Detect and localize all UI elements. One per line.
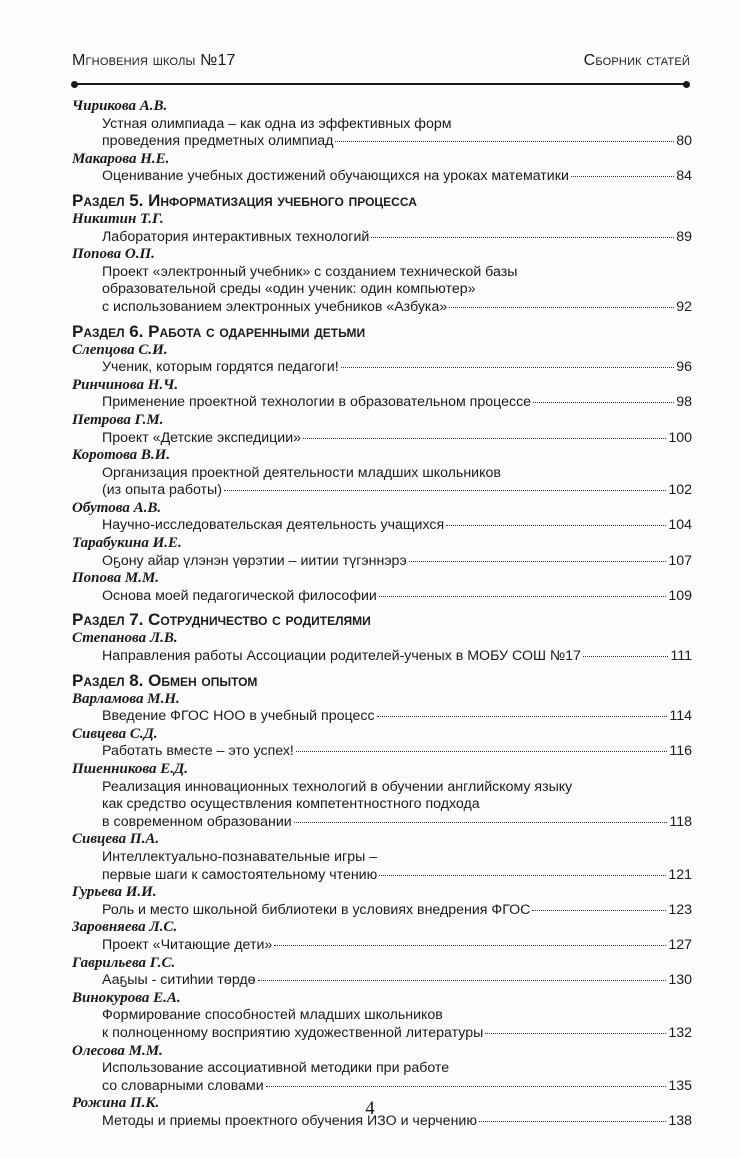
entry-author: Гаврильева Г.С.	[72, 954, 176, 971]
entry-page-number: 107	[668, 552, 692, 569]
dot-leader	[274, 945, 666, 946]
entry-title-line: Применение проектной технологии в образовательном процессе	[102, 394, 532, 411]
entry-title-row	[72, 867, 692, 885]
section-heading: Раздел 7. Сотрудничество с родителями	[72, 610, 371, 630]
entry-title-line: Научно-исследовательская деятельность учащихся	[102, 517, 445, 534]
entry-page-number: 80	[676, 133, 692, 150]
toc-entry[interactable]	[72, 377, 692, 412]
entry-title-line: Устная олимпиада – как одна из эффективных форм	[102, 115, 452, 132]
entry-author: Тарабукина И.Е.	[72, 535, 182, 552]
entry-title-row	[72, 814, 692, 832]
table-of-contents	[72, 98, 692, 1130]
entry-title-row	[72, 553, 692, 571]
entry-author: Гурьева И.И.	[72, 884, 157, 901]
dot-leader	[266, 1086, 667, 1087]
dot-leader	[449, 307, 674, 308]
entry-title-line: Основа моей педагогической философии	[102, 587, 377, 604]
entry-page-number: 121	[668, 866, 692, 883]
entry-author: Попова М.М.	[72, 570, 160, 587]
toc-entry[interactable]	[72, 447, 692, 500]
entry-page-number: 89	[676, 228, 692, 245]
entry-title-row	[72, 229, 692, 247]
entry-page-number: 84	[676, 168, 692, 185]
entry-author: Коротова В.И.	[72, 447, 171, 464]
book-title: Мгновения школы №17	[72, 52, 236, 69]
entry-title-row	[72, 359, 692, 377]
dot-leader	[379, 596, 666, 597]
entry-author: Петрова Г.М.	[72, 411, 164, 428]
toc-entry[interactable]	[72, 884, 692, 919]
entry-title-row	[72, 588, 692, 606]
toc-entry[interactable]	[72, 570, 692, 605]
dot-leader	[371, 237, 674, 238]
toc-entry[interactable]	[72, 919, 692, 954]
entry-page-number: 98	[676, 394, 692, 411]
entry-author: Винокурова Е.А.	[72, 989, 181, 1006]
entry-title-line: Направления работы Ассоциации родителей-ученых в МОБУ СОШ №17	[102, 648, 581, 665]
entry-title-row	[72, 648, 692, 666]
toc-entry[interactable]	[72, 151, 692, 186]
dot-leader	[409, 561, 667, 562]
toc-entry[interactable]	[72, 990, 692, 1043]
page-number: 4	[365, 1098, 375, 1119]
entry-title-line: Проект «Детские экспедиции»	[102, 429, 302, 446]
entry-title-line: Роль и место школьной библиотеки в условиях внедрения ФГОС	[102, 901, 531, 918]
dot-leader	[258, 980, 667, 981]
entry-title-row	[72, 168, 692, 186]
dot-leader	[377, 716, 668, 717]
dot-leader	[296, 751, 667, 752]
entry-author: Рожина П.К.	[72, 1095, 160, 1112]
entry-title-line: с использованием электронных учебников «Азбука»	[102, 298, 448, 315]
toc-entry[interactable]	[72, 342, 692, 377]
entry-title-row	[72, 430, 692, 448]
section-heading: Раздел 5. Информатизация учебного процесса	[72, 190, 417, 210]
entry-title-line: Использование ассоциативной методики при работе	[102, 1060, 450, 1077]
entry-page-number: 96	[676, 359, 692, 376]
entry-title-row	[72, 517, 692, 535]
toc-entry[interactable]	[72, 211, 692, 246]
entry-title-line: Оценивание учебных достижений обучающихся на уроках математики	[102, 168, 569, 185]
toc-entry[interactable]	[72, 246, 692, 316]
entry-author: Макарова Н.Е.	[72, 150, 170, 167]
toc-entry[interactable]	[72, 691, 692, 726]
toc-entry[interactable]	[72, 1043, 692, 1096]
entry-title-row	[72, 133, 692, 151]
entry-title-line: Введение ФГОС НОО в учебный процесс	[102, 708, 375, 725]
entry-title-row	[72, 394, 692, 412]
entry-page-number: 111	[670, 648, 692, 665]
toc-entry[interactable]	[72, 535, 692, 570]
dot-leader	[341, 367, 675, 368]
entry-title-line: Организация проектной деятельности младших школьников	[102, 464, 501, 481]
dot-leader	[335, 141, 674, 142]
entry-author: Обутова А.В.	[72, 499, 162, 516]
toc-entry[interactable]	[72, 500, 692, 535]
dot-leader	[571, 176, 674, 177]
entry-page-number: 102	[668, 482, 692, 499]
entry-author: Степанова Л.В.	[72, 630, 178, 647]
entry-author: Слепцова С.И.	[72, 341, 168, 358]
dot-leader	[303, 438, 666, 439]
entry-author: Никитин Т.Г.	[72, 210, 164, 227]
entry-title-line: Работать вместе – это успех!	[102, 743, 294, 760]
entry-title-line: к полноценному восприятию художественной литературы	[102, 1024, 484, 1041]
entry-title-row	[72, 937, 692, 955]
entry-title-row	[72, 299, 692, 317]
entry-title-line: Лаборатория интерактивных технологий	[102, 228, 370, 245]
dot-leader	[533, 402, 674, 403]
entry-title-line: Проект «Читающие дети»	[102, 936, 273, 953]
collection-label: Сборник статей	[583, 52, 690, 69]
entry-title-line: со словарными словами	[102, 1077, 264, 1094]
dot-leader	[294, 822, 668, 823]
entry-title-row	[72, 708, 692, 726]
header-rule	[74, 83, 687, 85]
entry-title-line: как средство осуществления компетентностного подхода	[102, 796, 480, 813]
entry-title-row	[72, 482, 692, 500]
entry-title-row	[72, 1078, 692, 1096]
toc-entry[interactable]	[72, 761, 692, 831]
entry-page-number: 92	[676, 298, 692, 315]
entry-author: Сивцева С.Д.	[72, 725, 158, 742]
entry-author: Чирикова А.В.	[72, 98, 168, 114]
entry-page-number: 104	[668, 517, 692, 534]
entry-title-line: Реализация инновационных технологий в обучении английскому языку	[102, 778, 573, 795]
entry-author: Варламова М.Н.	[72, 690, 180, 707]
dot-leader	[485, 1033, 666, 1034]
entry-title-line: Интеллектуально-познавательные игры –	[102, 848, 378, 865]
toc-entry[interactable]	[72, 955, 692, 990]
toc-entry[interactable]	[72, 98, 692, 151]
entry-title-row	[72, 743, 692, 761]
entry-page-number: 132	[668, 1024, 692, 1041]
section-heading: Раздел 6. Работа с одаренными детьми	[72, 321, 366, 341]
dot-leader	[583, 656, 668, 657]
dot-leader	[479, 1121, 666, 1122]
entry-author: Заровняева Л.С.	[72, 919, 178, 936]
rule-dot-right	[683, 81, 690, 88]
dot-leader	[532, 910, 666, 911]
entry-page-number: 127	[668, 936, 692, 953]
entry-page-number: 135	[668, 1077, 692, 1094]
entry-author: Олесова М.М.	[72, 1042, 163, 1059]
entry-title-line: Проект «электронный учебник» с созданием технической базы	[102, 263, 518, 280]
entry-page-number: 138	[668, 1112, 692, 1129]
running-header	[72, 52, 690, 74]
entry-page-number: 130	[668, 972, 692, 989]
toc-entry[interactable]	[72, 726, 692, 761]
section-heading: Раздел 8. Обмен опытом	[72, 670, 258, 690]
entry-title-row	[72, 902, 692, 920]
entry-title-row	[72, 1025, 692, 1043]
entry-page-number: 123	[668, 901, 692, 918]
rule-dot-left	[71, 81, 78, 88]
entry-title-line: (из опыта работы)	[102, 482, 222, 499]
dot-leader	[446, 525, 666, 526]
entry-page-number: 116	[669, 743, 692, 760]
entry-author: Сивцева П.А.	[72, 831, 160, 848]
entry-title-line: первые шаги к самостоятельному чтению	[102, 866, 378, 883]
entry-title-row	[72, 972, 692, 990]
entry-title-line: проведения предметных олимпиад	[102, 133, 334, 150]
entry-title-line: Формирование способностей младших школьников	[102, 1007, 443, 1024]
entry-title-line: Оҕону айар үлэнэн үөрэтии – иитии түгэннэрэ	[102, 552, 407, 569]
entry-page-number: 118	[669, 813, 692, 830]
toc-entry[interactable]	[72, 831, 692, 884]
entry-author: Попова О.П.	[72, 246, 155, 263]
entry-title-line: образовательной среды «один ученик: один компьютер»	[102, 281, 476, 298]
entry-title-line: Ученик, которым гордятся педагоги!	[102, 359, 339, 376]
dot-leader	[224, 490, 666, 491]
entry-title-line: Методы и приемы проектного обучения ИЗО и черчению	[102, 1112, 477, 1129]
toc-entry[interactable]	[72, 412, 692, 447]
entry-page-number: 100	[668, 429, 692, 446]
toc-entry[interactable]	[72, 630, 692, 665]
entry-author: Пшенникова Е.Д.	[72, 761, 188, 777]
dot-leader	[379, 875, 666, 876]
entry-page-number: 109	[668, 587, 692, 604]
entry-page-number: 114	[669, 708, 692, 725]
entry-author: Ринчинова Н.Ч.	[72, 376, 179, 393]
entry-title-line: Ааҕыы - ситиһии төрдө	[102, 972, 256, 989]
entry-title-line: в современном образовании	[102, 813, 292, 830]
